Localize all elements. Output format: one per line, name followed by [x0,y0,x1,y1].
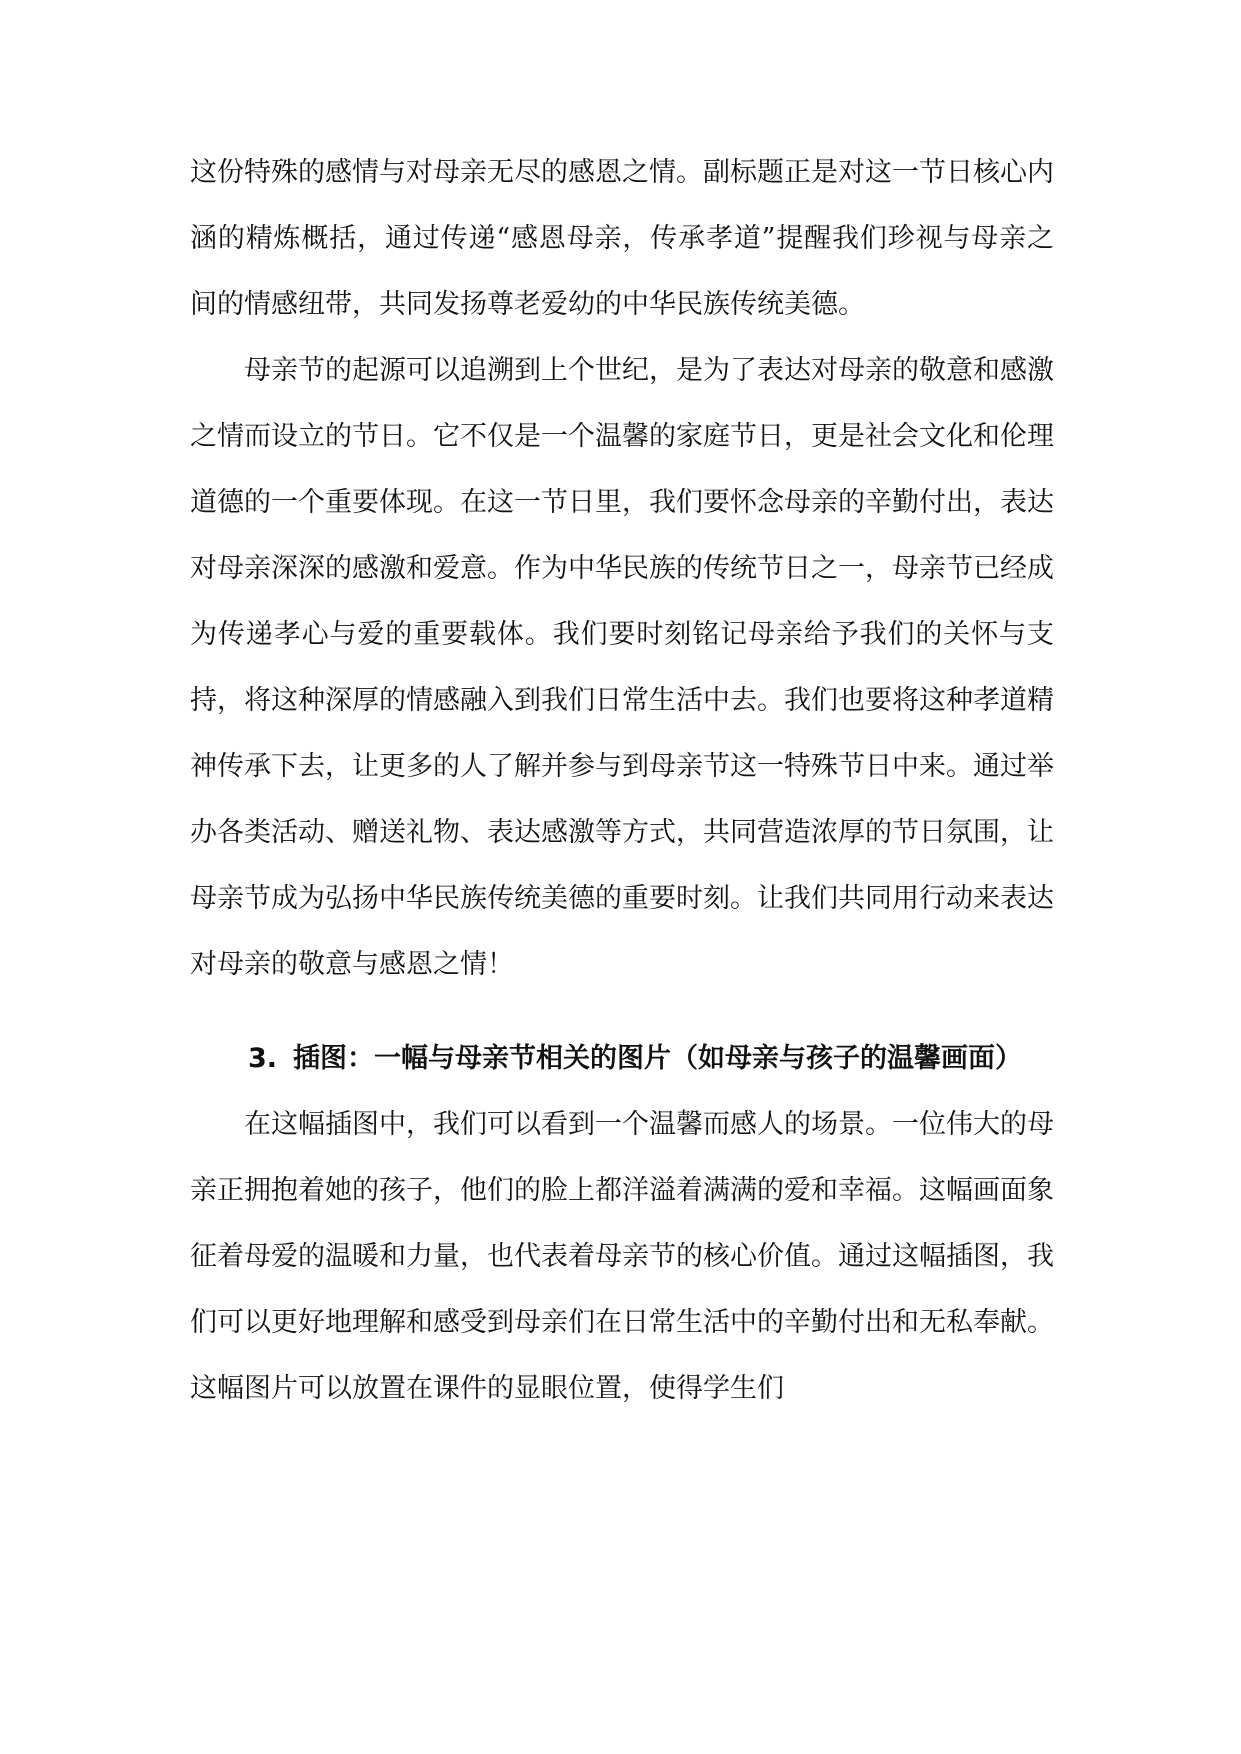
document-body [190,140,1054,1422]
section-number: 3. [248,1043,278,1074]
paragraph-origin: 母亲节的起源可以追溯到上个世纪，是为了表达对母亲的敬意和感激之情而设立的节日。它不仅是一个温馨的家庭节日，更是社会文化和伦理道德的一个重要体现。在这一节日里，我们要怀念母亲的辛勤付出，表达对母亲深深的感激和爱意。作为中华民族的传统节日之一，母亲节已经成为传递孝心与爱的重要载体。我们要时刻铭记母亲给予我们的关怀与支持，将这种深厚的情感融入到我们日常生活中去。我们也要将这种孝道精神传承下去，让更多的人了解并参与到母亲节这一特殊节日中来。通过举办各类活动、赠送礼物、表达感激等方式，共同营造浓厚的节日氛围，让母亲节成为弘扬中华民族传统美德的重要时刻。让我们共同用行动来表达对母亲的敬意与感恩之情！ [190,355,1054,980]
paragraph-illustration: 在这幅插图中，我们可以看到一个温馨而感人的场景。一位伟大的母亲正拥抱着她的孩子，他们的脸上都洋溢着满满的爱和幸福。这幅画面象征着母爱的温暖和力量，也代表着母亲节的核心价值。通过这幅插图，我们可以更好地理解和感受到母亲们在日常生活中的辛勤付出和无私奉献。这幅图片可以放置在课件的显眼位置，使得学生们 [190,1109,1054,1404]
section-title: 插图：一幅与母亲节相关的图片（如母亲与孩子的温馨画面） [293,1043,1023,1074]
section-heading [190,1026,1054,1092]
paragraph-continuation: 这份特殊的感情与对母亲无尽的感恩之情。副标题正是对这一节日核心内涵的精炼概括，通过传递“感恩母亲，传承孝道”提醒我们珍视与母亲之间的情感纽带，共同发扬尊老爱幼的中华民族传统美德。 [190,157,1054,320]
